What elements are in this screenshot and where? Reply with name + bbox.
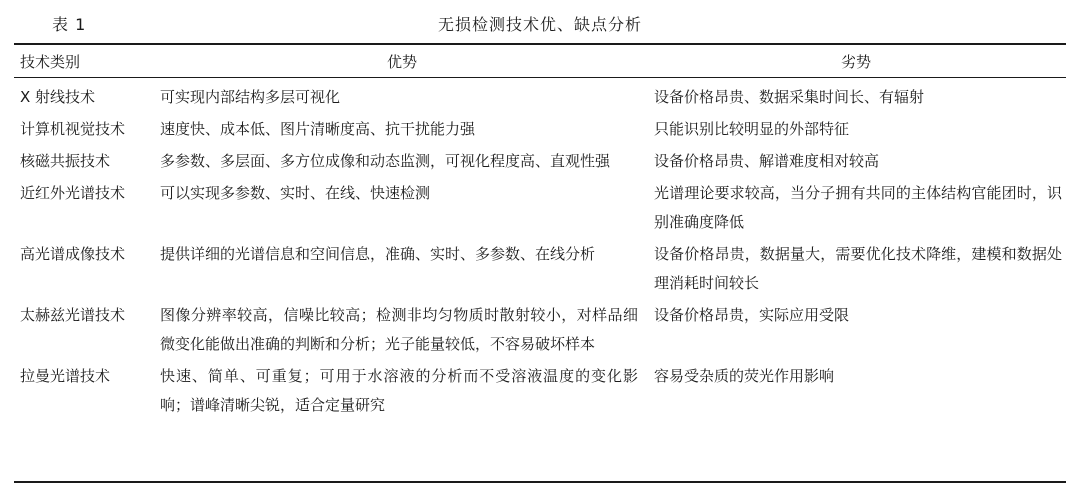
table-number: 表 1 (52, 15, 87, 34)
table-top-rule (14, 43, 1066, 45)
table-row (14, 301, 1066, 359)
table-row (14, 147, 1066, 176)
table-body (14, 83, 1066, 423)
tech-advantages: 图像分辨率较高，信噪比较高；检测非均匀物质时散射较小，对样品细微变化能做出准确的判断和分析；光子能量较低，不容易破坏样本 (160, 306, 638, 353)
tech-name: 近红外光谱技术 (20, 184, 126, 202)
table-header-row (14, 48, 1066, 76)
tech-name: 拉曼光谱技术 (20, 367, 111, 385)
header-advantages: 优势 (386, 53, 417, 71)
tech-disadvantages: 设备价格昂贵，数据量大，需要优化技术降维，建模和数据处理消耗时间较长 (654, 245, 1062, 292)
table-row (14, 240, 1066, 298)
table-title: 无损检测技术优、缺点分析 (437, 15, 642, 34)
tech-advantages: 可实现内部结构多层可视化 (160, 88, 341, 106)
table-caption (0, 10, 1080, 36)
tech-advantages: 提供详细的光谱信息和空间信息，准确、实时、多参数、在线分析 (160, 245, 596, 263)
table-row (14, 362, 1066, 420)
tech-name: 核磁共振技术 (20, 152, 111, 170)
tech-name: 高光谱成像技术 (20, 245, 126, 263)
tech-name: X 射线技术 (20, 88, 96, 106)
tech-advantages: 速度快、成本低、图片清晰度高、抗干扰能力强 (160, 120, 476, 138)
table-header-rule (14, 77, 1066, 78)
tech-disadvantages: 设备价格昂贵，实际应用受限 (654, 306, 850, 324)
tech-name: 太赫兹光谱技术 (20, 306, 126, 324)
table-row (14, 115, 1066, 144)
tech-disadvantages: 容易受杂质的荧光作用影响 (654, 367, 835, 385)
header-disadvantages: 劣势 (840, 53, 871, 71)
tech-disadvantages: 只能识别比较明显的外部特征 (654, 120, 850, 138)
tech-advantages: 多参数、多层面、多方位成像和动态监测，可视化程度高、直观性强 (160, 152, 611, 170)
table-row (14, 83, 1066, 112)
tech-disadvantages: 设备价格昂贵、数据采集时间长、有辐射 (654, 88, 925, 106)
header-tech-category: 技术类别 (20, 53, 81, 71)
table-bottom-rule (14, 481, 1066, 483)
tech-advantages: 快速、简单、可重复；可用于水溶液的分析而不受溶液温度的变化影响；谱峰清晰尖锐，适合定量研究 (160, 367, 638, 414)
tech-name: 计算机视觉技术 (20, 120, 126, 138)
table-row (14, 179, 1066, 237)
tech-disadvantages: 光谱理论要求较高，当分子拥有共同的主体结构官能团时，识别准确度降低 (654, 184, 1062, 231)
tech-advantages: 可以实现多参数、实时、在线、快速检测 (160, 184, 431, 202)
tech-disadvantages: 设备价格昂贵、解谱难度相对较高 (654, 152, 880, 170)
